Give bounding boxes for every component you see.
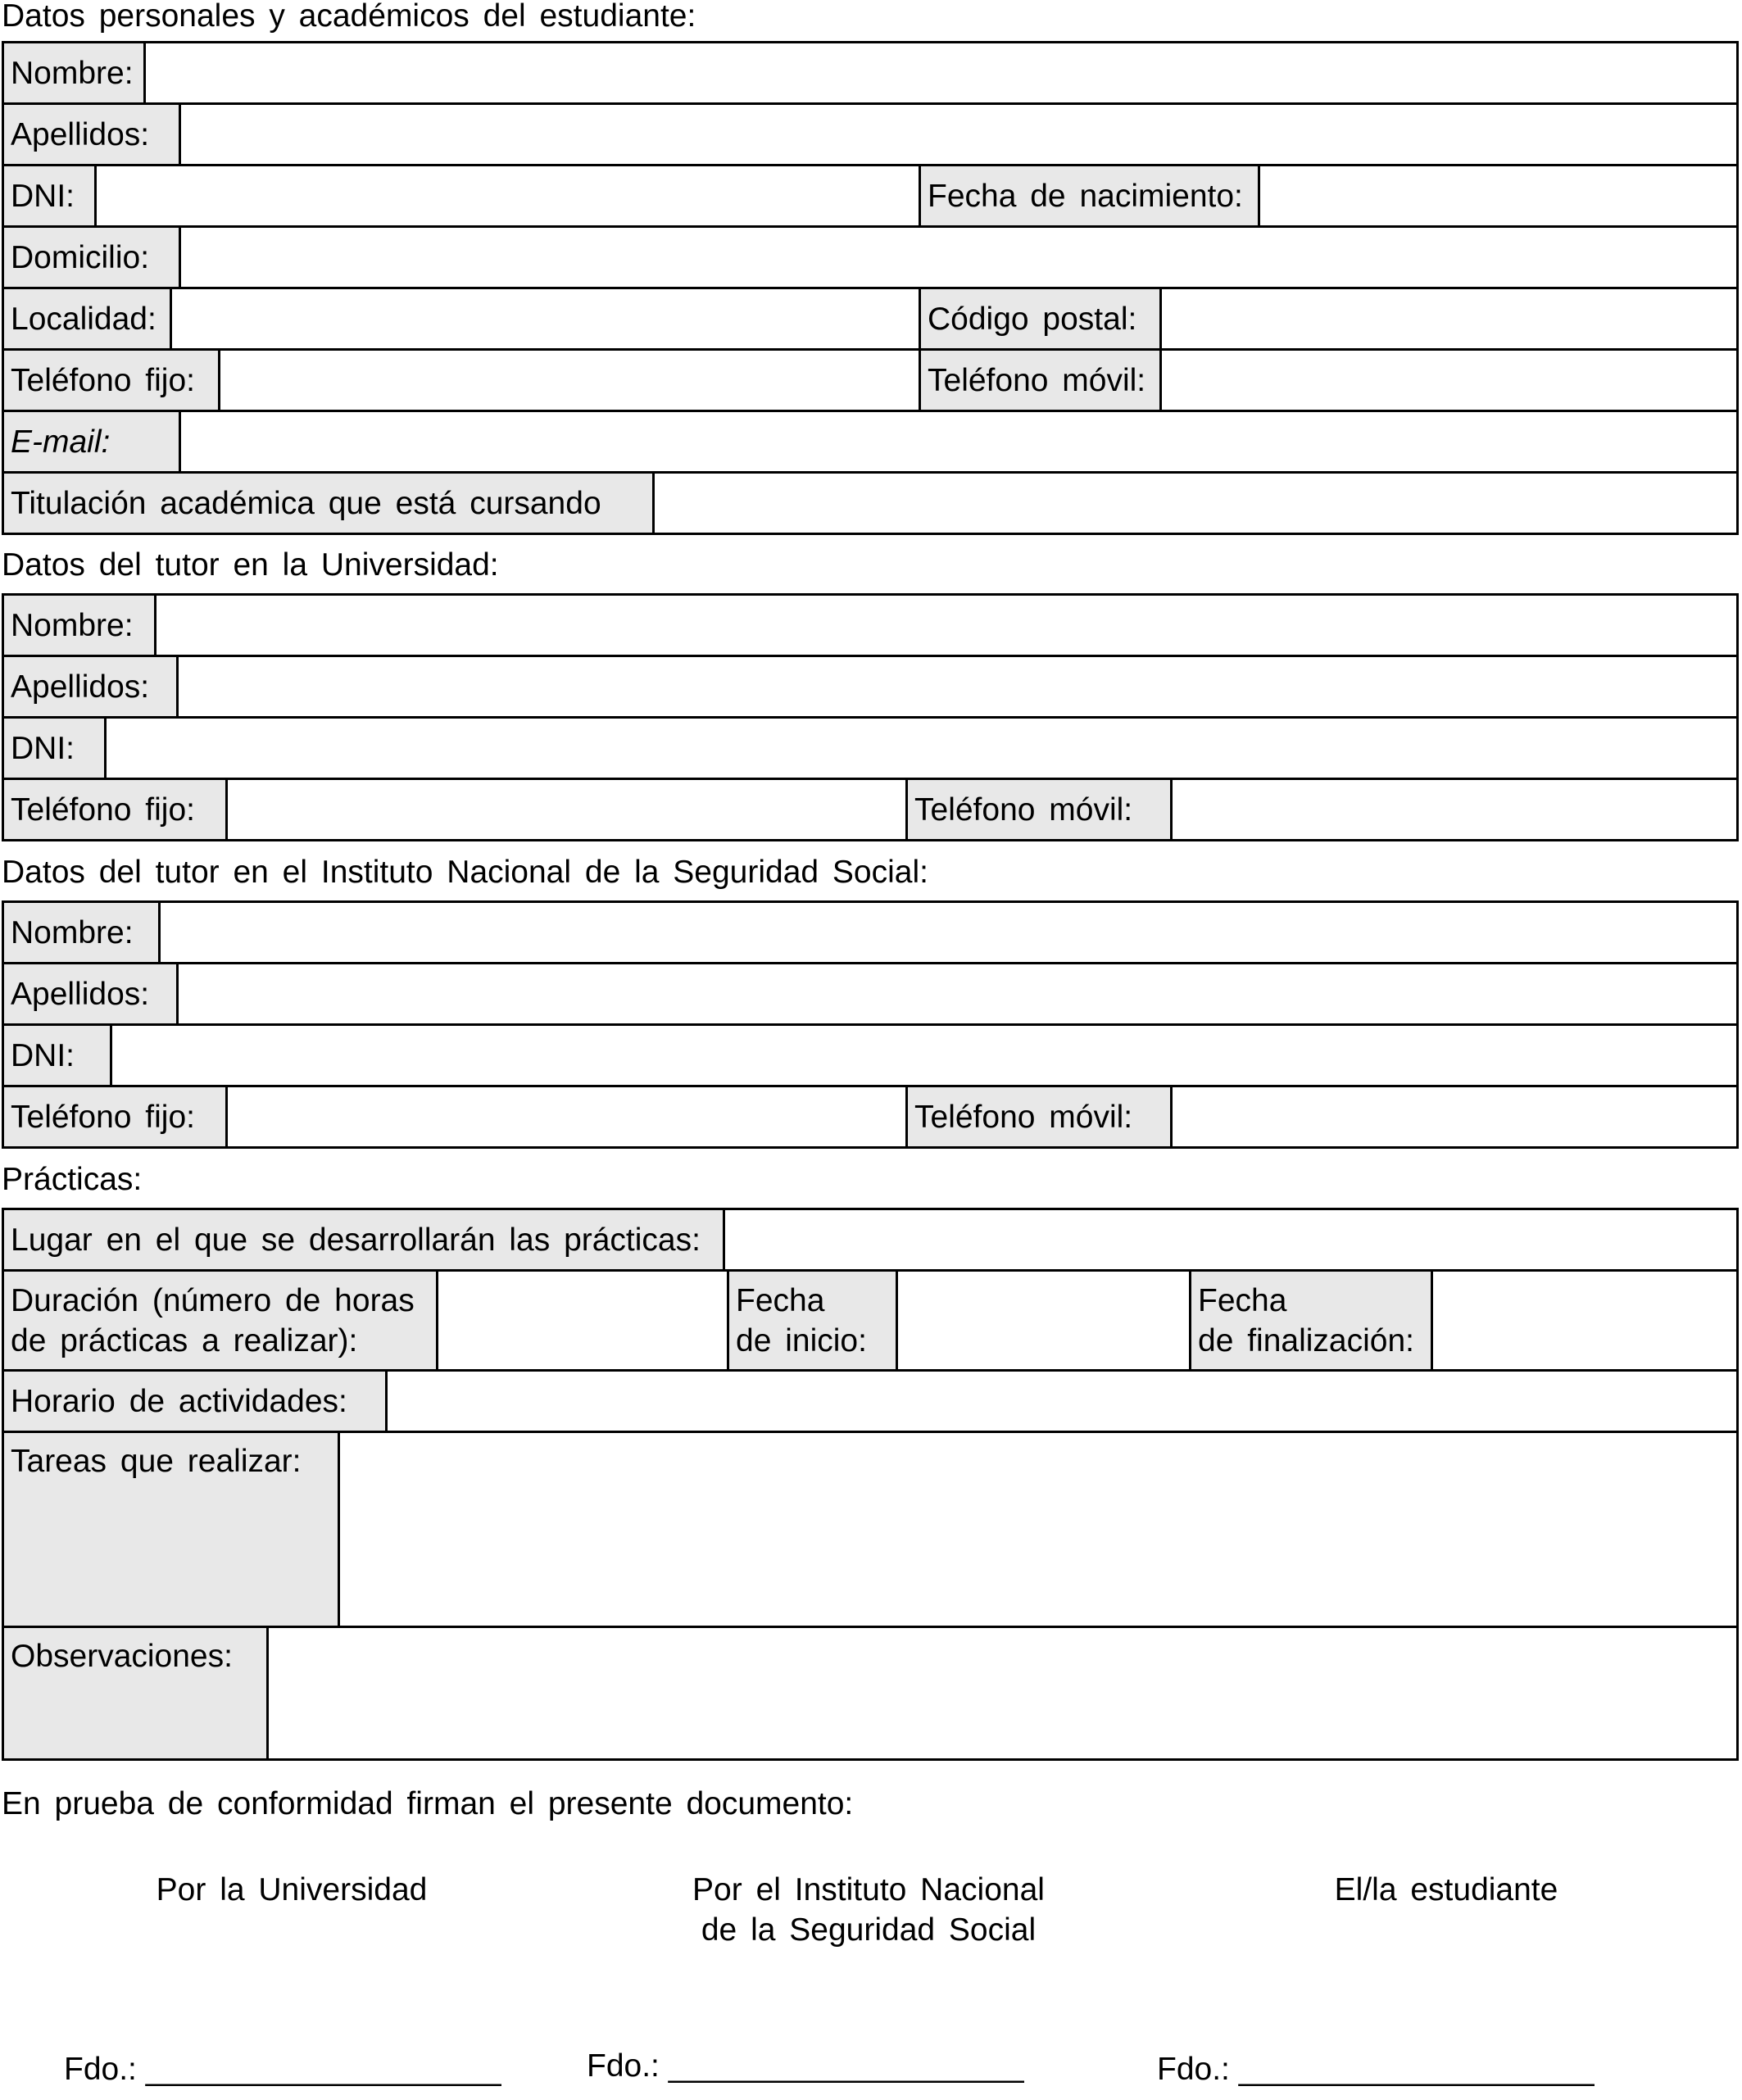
practicas-duracion-line2: de prácticas a realizar): [11, 1322, 358, 1358]
uni-tutor-dni-field[interactable] [107, 719, 1736, 778]
practicas-fecha-fin-line2: de finalización: [1198, 1322, 1414, 1358]
student-domicilio-field[interactable] [181, 228, 1736, 287]
inss-tutor-telefono-fijo-field[interactable] [228, 1087, 908, 1146]
student-telefono-movil-label: Teléfono móvil: [921, 351, 1162, 410]
inss-tutor-dni-field[interactable] [112, 1026, 1736, 1085]
student-row-dni [4, 166, 1736, 228]
uni-tutor-telefono-fijo-field[interactable] [228, 780, 908, 839]
uni-tutor-row-nombre [4, 596, 1736, 657]
practicas-section-title: Prácticas: [2, 1162, 143, 1197]
uni-tutor-row-telefonos [4, 780, 1736, 839]
uni-tutor-telefono-movil-label: Teléfono móvil: [908, 780, 1173, 839]
uni-tutor-telefono-movil-field[interactable] [1173, 780, 1736, 839]
practicas-lugar-field[interactable] [725, 1210, 1736, 1269]
inss-tutor-apellidos-field[interactable] [179, 964, 1736, 1023]
practicas-observaciones-label: Observaciones: [4, 1628, 269, 1758]
uni-tutor-nombre-label: Nombre: [4, 596, 157, 655]
practicas-duracion-label [4, 1272, 438, 1369]
practicas-observaciones-field[interactable] [269, 1628, 1736, 1758]
student-titulacion-field[interactable] [655, 474, 1736, 533]
uni-tutor-section-title: Datos del tutor en la Universidad: [2, 547, 499, 583]
uni-tutor-telefono-fijo-label: Teléfono fijo: [4, 780, 228, 839]
practicas-lugar-label: Lugar en el que se desarrollarán las prácticas: [4, 1210, 725, 1269]
student-localidad-field[interactable] [172, 289, 921, 348]
inss-tutor-row-apellidos [4, 964, 1736, 1026]
student-apellidos-label: Apellidos: [4, 105, 181, 164]
student-row-titulacion [4, 474, 1736, 533]
inss-tutor-row-telefonos [4, 1087, 1736, 1146]
signature-inss-heading [680, 1870, 1057, 1950]
practicas-tareas-label: Tareas que realizar: [4, 1433, 340, 1626]
signature-estudiante-line: Fdo.: ____________________ [1157, 2052, 1595, 2087]
signature-inss-line1: Por el Instituto Nacional [692, 1872, 1045, 1907]
student-nombre-label: Nombre: [4, 43, 146, 102]
student-fecha-nacimiento-field[interactable] [1260, 166, 1736, 225]
student-table [2, 41, 1739, 535]
student-row-nombre [4, 43, 1736, 105]
inss-tutor-dni-label: DNI: [4, 1026, 112, 1085]
practicas-row-lugar [4, 1210, 1736, 1272]
student-email-label: E-mail: [4, 412, 181, 471]
practicas-fecha-inicio-line2: de inicio: [736, 1322, 867, 1358]
inss-tutor-apellidos-label: Apellidos: [4, 964, 179, 1023]
practicas-fecha-inicio-line1: Fecha [736, 1282, 825, 1318]
student-dni-field[interactable] [97, 166, 921, 225]
practicas-table [2, 1208, 1739, 1761]
inss-tutor-telefono-fijo-label: Teléfono fijo: [4, 1087, 228, 1146]
practicas-row-horario [4, 1372, 1736, 1433]
uni-tutor-apellidos-field[interactable] [179, 657, 1736, 716]
inss-tutor-telefono-movil-label: Teléfono móvil: [908, 1087, 1173, 1146]
student-nombre-field[interactable] [146, 43, 1736, 102]
signature-universidad-heading: Por la Universidad [156, 1872, 428, 1907]
uni-tutor-row-dni [4, 719, 1736, 780]
uni-tutor-apellidos-label: Apellidos: [4, 657, 179, 716]
inss-tutor-telefono-movil-field[interactable] [1173, 1087, 1736, 1146]
student-email-field[interactable] [181, 412, 1736, 471]
practicas-fecha-fin-field[interactable] [1433, 1272, 1736, 1369]
student-fecha-nacimiento-label: Fecha de nacimiento: [921, 166, 1260, 225]
practicas-fecha-inicio-label [729, 1272, 898, 1369]
uni-tutor-nombre-field[interactable] [157, 596, 1736, 655]
signatures-intro: En prueba de conformidad firman el presente documento: [2, 1786, 854, 1821]
practicas-row-tareas [4, 1433, 1736, 1628]
practicas-fecha-fin-line1: Fecha [1198, 1282, 1287, 1318]
practicas-row-duracion-fechas [4, 1272, 1736, 1372]
student-row-telefonos [4, 351, 1736, 412]
signature-inss-line: Fdo.: ____________________ [587, 2048, 1024, 2084]
student-row-localidad [4, 289, 1736, 351]
practicas-tareas-field[interactable] [340, 1433, 1736, 1626]
student-codigo-postal-label: Código postal: [921, 289, 1162, 348]
practicas-duracion-field[interactable] [438, 1272, 729, 1369]
inss-tutor-table [2, 900, 1739, 1149]
practicas-row-observaciones [4, 1628, 1736, 1758]
practicas-duracion-line1: Duración (número de horas [11, 1282, 415, 1318]
student-titulacion-label: Titulación académica que está cursando [4, 474, 655, 533]
student-telefono-movil-field[interactable] [1162, 351, 1736, 410]
student-dni-label: DNI: [4, 166, 97, 225]
inss-tutor-row-dni [4, 1026, 1736, 1087]
uni-tutor-table [2, 593, 1739, 841]
uni-tutor-row-apellidos [4, 657, 1736, 719]
student-row-apellidos [4, 105, 1736, 166]
practicas-horario-label: Horario de actividades: [4, 1372, 388, 1431]
student-localidad-label: Localidad: [4, 289, 172, 348]
student-section-title: Datos personales y académicos del estudiante: [2, 0, 696, 34]
inss-tutor-section-title: Datos del tutor en el Instituto Nacional de la Seguridad Social: [2, 855, 928, 890]
inss-tutor-nombre-field[interactable] [161, 903, 1736, 962]
practicas-fecha-inicio-field[interactable] [898, 1272, 1191, 1369]
student-telefono-fijo-field[interactable] [220, 351, 921, 410]
signature-universidad-line: Fdo.: ____________________ [64, 2052, 501, 2087]
uni-tutor-dni-label: DNI: [4, 719, 107, 778]
student-row-email [4, 412, 1736, 474]
student-codigo-postal-field[interactable] [1162, 289, 1736, 348]
student-telefono-fijo-label: Teléfono fijo: [4, 351, 220, 410]
student-row-domicilio [4, 228, 1736, 289]
signature-estudiante-heading: El/la estudiante [1334, 1872, 1558, 1907]
inss-tutor-row-nombre [4, 903, 1736, 964]
practicas-fecha-fin-label [1191, 1272, 1433, 1369]
signature-inss-line2: de la Seguridad Social [701, 1912, 1037, 1948]
practicas-horario-field[interactable] [388, 1372, 1736, 1431]
student-domicilio-label: Domicilio: [4, 228, 181, 287]
inss-tutor-nombre-label: Nombre: [4, 903, 161, 962]
student-apellidos-field[interactable] [181, 105, 1736, 164]
